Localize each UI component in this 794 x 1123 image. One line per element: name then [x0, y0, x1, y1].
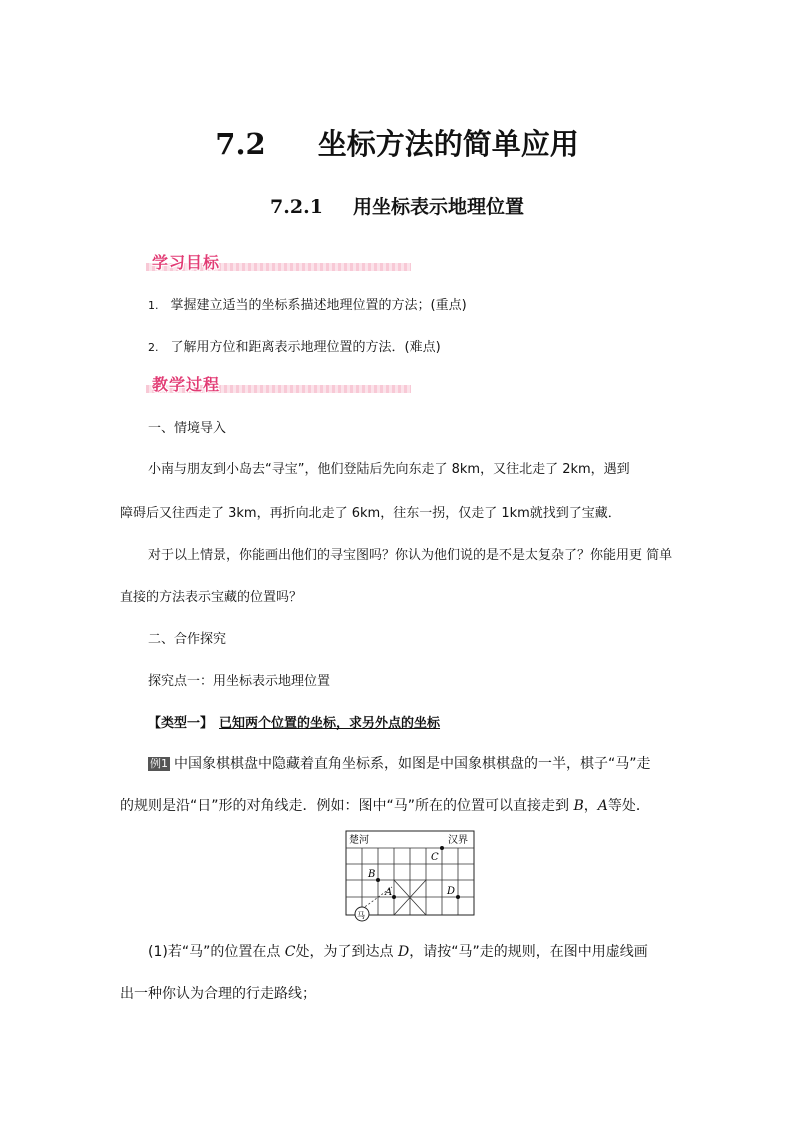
board-grid: [346, 848, 474, 915]
example-text-2a: 的规则是沿“日”形的对角线走．例如：图中“马”所在的位置可以直接走到: [120, 798, 574, 814]
q1-point-c: C: [284, 944, 296, 960]
intro-para-line1: 小南与朋友到小岛去“寻宝”，他们登陆后先向东走了 8km，又往北走了 2km，遇到: [148, 462, 630, 477]
point-d-dot: [456, 895, 460, 899]
example-badge: 例1: [150, 757, 168, 770]
example-text-1: 中国象棋棋盘中隐藏着直角坐标系，如图是中国象棋棋盘的一半，棋子“马”走: [174, 756, 651, 772]
goal-1-number: 1.: [148, 299, 159, 312]
q1-text-e: ，请按“马”走的规则，在图中用虚线画: [409, 944, 648, 960]
point-c-dot: [440, 846, 444, 850]
river-label-left: 楚河: [349, 835, 369, 846]
point-a-label: A: [385, 887, 393, 898]
example-text-2e: 等处．: [607, 798, 650, 814]
section2-heading: 二、合作探究: [148, 632, 227, 647]
goal-2-text: 了解用方位和距离表示地理位置的方法．(难点): [170, 340, 441, 355]
point-d-label: D: [447, 886, 456, 897]
river-label-right: 汉界: [448, 835, 468, 846]
point-a-ref: A: [597, 798, 608, 814]
point-b-ref: B: [573, 798, 584, 814]
example-line1: [148, 753, 651, 773]
horse-piece-label: 马: [357, 911, 365, 920]
example-line2: [120, 795, 650, 815]
point-b-dot: [376, 878, 380, 882]
goal-1-text: 掌握建立适当的坐标系描述地理位置的方法；(重点): [170, 298, 467, 313]
q1-text-c: 处，为了到达点: [295, 944, 398, 960]
question-para-line1: 对于以上情景，你能画出他们的寻宝图吗？你认为他们说的是不是太复杂了？你能用更 简单: [148, 548, 673, 563]
example-text-2c: ，: [583, 798, 598, 814]
process-banner-label: 教学过程: [152, 375, 221, 394]
title-text: 坐标方法的简单应用: [317, 127, 579, 161]
type-text: 已知两个位置的坐标，求另外点的坐标: [219, 716, 441, 731]
section1-heading: 一、情境导入: [148, 421, 227, 436]
goals-banner-label: 学习目标: [152, 253, 221, 272]
q1-text-a: (1)若“马”的位置在点: [148, 944, 285, 960]
point-b-label: B: [368, 869, 376, 880]
question-para-line2: 直接的方法表示宝藏的位置吗？: [120, 590, 303, 605]
goal-item-2: [148, 336, 441, 355]
point-a-dot: [392, 895, 396, 899]
type-line: [148, 712, 440, 731]
point-c-label: C: [431, 852, 439, 863]
q1-point-d: D: [397, 944, 410, 960]
question1-line1: [148, 941, 648, 961]
goal-item-1: [148, 294, 467, 313]
intro-para-line2: 障碍后又往西走了 3km，再折向北走了 6km，往东一拐，仅走了 1km就找到了宝藏．: [120, 506, 621, 521]
subtitle-text: 用坐标表示地理位置: [352, 196, 524, 218]
title-number: 7.2: [215, 127, 266, 161]
explore-point: 探究点一：用坐标表示地理位置: [148, 674, 331, 689]
page-title: [0, 122, 794, 163]
goal-2-number: 2.: [148, 341, 159, 354]
question1-line2: 出一种你认为合理的行走路线；: [120, 986, 316, 1002]
section-subtitle: [0, 192, 794, 219]
subtitle-number: 7.2.1: [270, 196, 323, 218]
chessboard-figure: [345, 830, 475, 922]
type-label: 【类型一】: [148, 716, 214, 731]
